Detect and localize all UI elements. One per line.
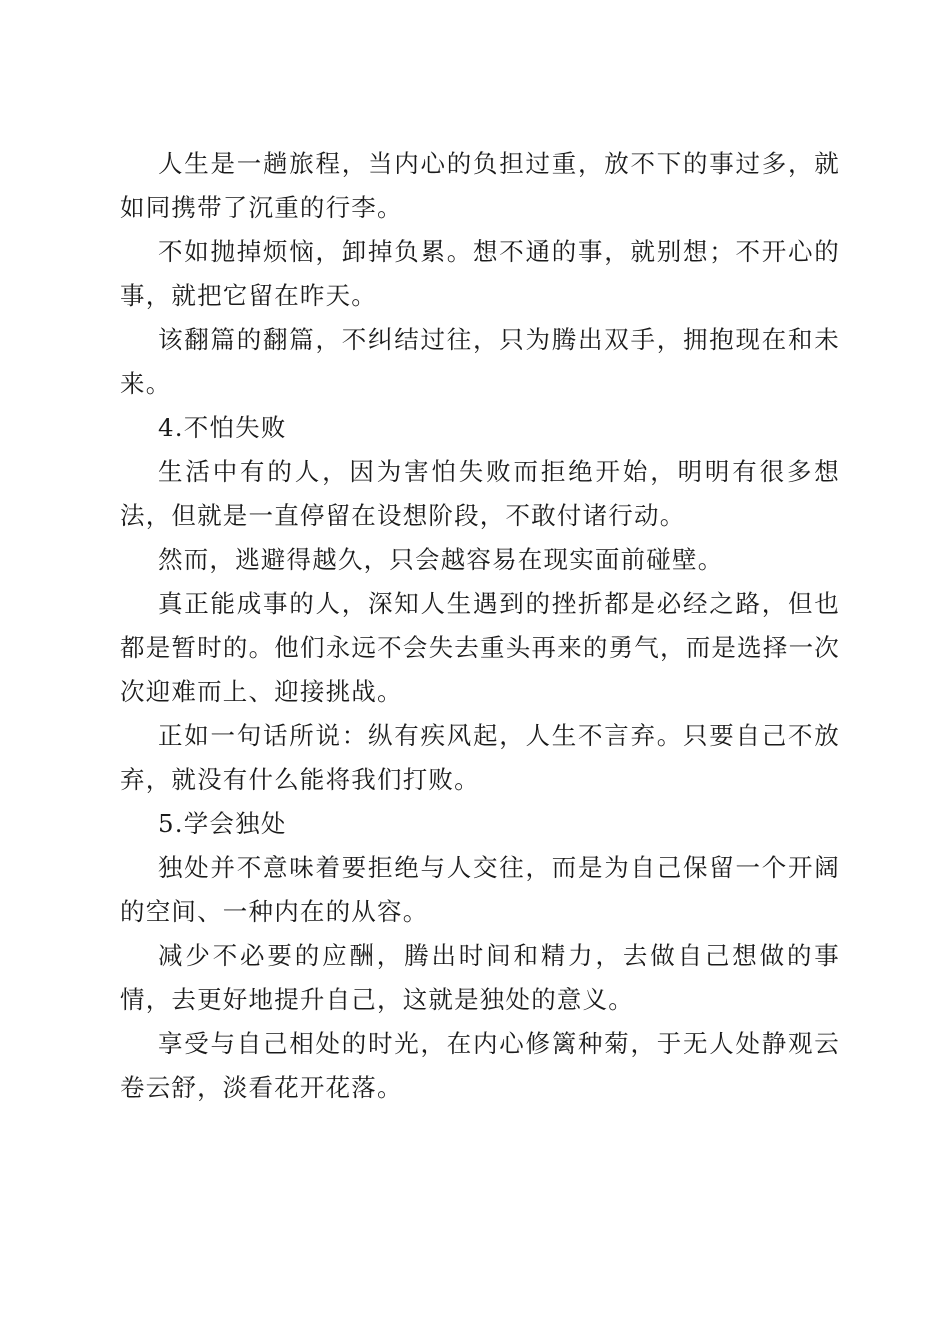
paragraph: 享受与自己相处的时光，在内心修篱种菊，于无人处静观云卷云舒，淡看花开花落。 [120, 1029, 840, 1102]
paragraph: 减少不必要的应酬，腾出时间和精力，去做自己想做的事情，去更好地提升自己，这就是独处的意义。 [120, 941, 840, 1014]
section-heading: 4.不怕失败 [158, 413, 287, 442]
section-heading: 5.学会独处 [158, 809, 287, 838]
paragraph: 正如一句话所说：纵有疾风起，人生不言弃。只要自己不放弃，就没有什么能将我们打败。 [120, 721, 840, 794]
document-body [120, 142, 840, 1110]
paragraph: 生活中有的人，因为害怕失败而拒绝开始，明明有很多想法，但就是一直停留在设想阶段，不敢付诸行动。 [120, 457, 840, 530]
paragraph: 独处并不意味着要拒绝与人交往，而是为自己保留一个开阔的空间、一种内在的从容。 [120, 853, 840, 926]
paragraph: 然而，逃避得越久，只会越容易在现实面前碰壁。 [158, 545, 724, 574]
paragraph: 该翻篇的翻篇，不纠结过往，只为腾出双手，拥抱现在和未来。 [120, 325, 840, 398]
paragraph: 真正能成事的人，深知人生遇到的挫折都是必经之路，但也都是暂时的。他们永远不会失去重头再来的勇气，而是选择一次次迎难而上、迎接挑战。 [120, 589, 840, 706]
paragraph: 不如抛掉烦恼，卸掉负累。想不通的事，就别想；不开心的事，就把它留在昨天。 [120, 237, 840, 310]
paragraph: 人生是一趟旅程，当内心的负担过重，放不下的事过多，就如同携带了沉重的行李。 [120, 149, 840, 222]
